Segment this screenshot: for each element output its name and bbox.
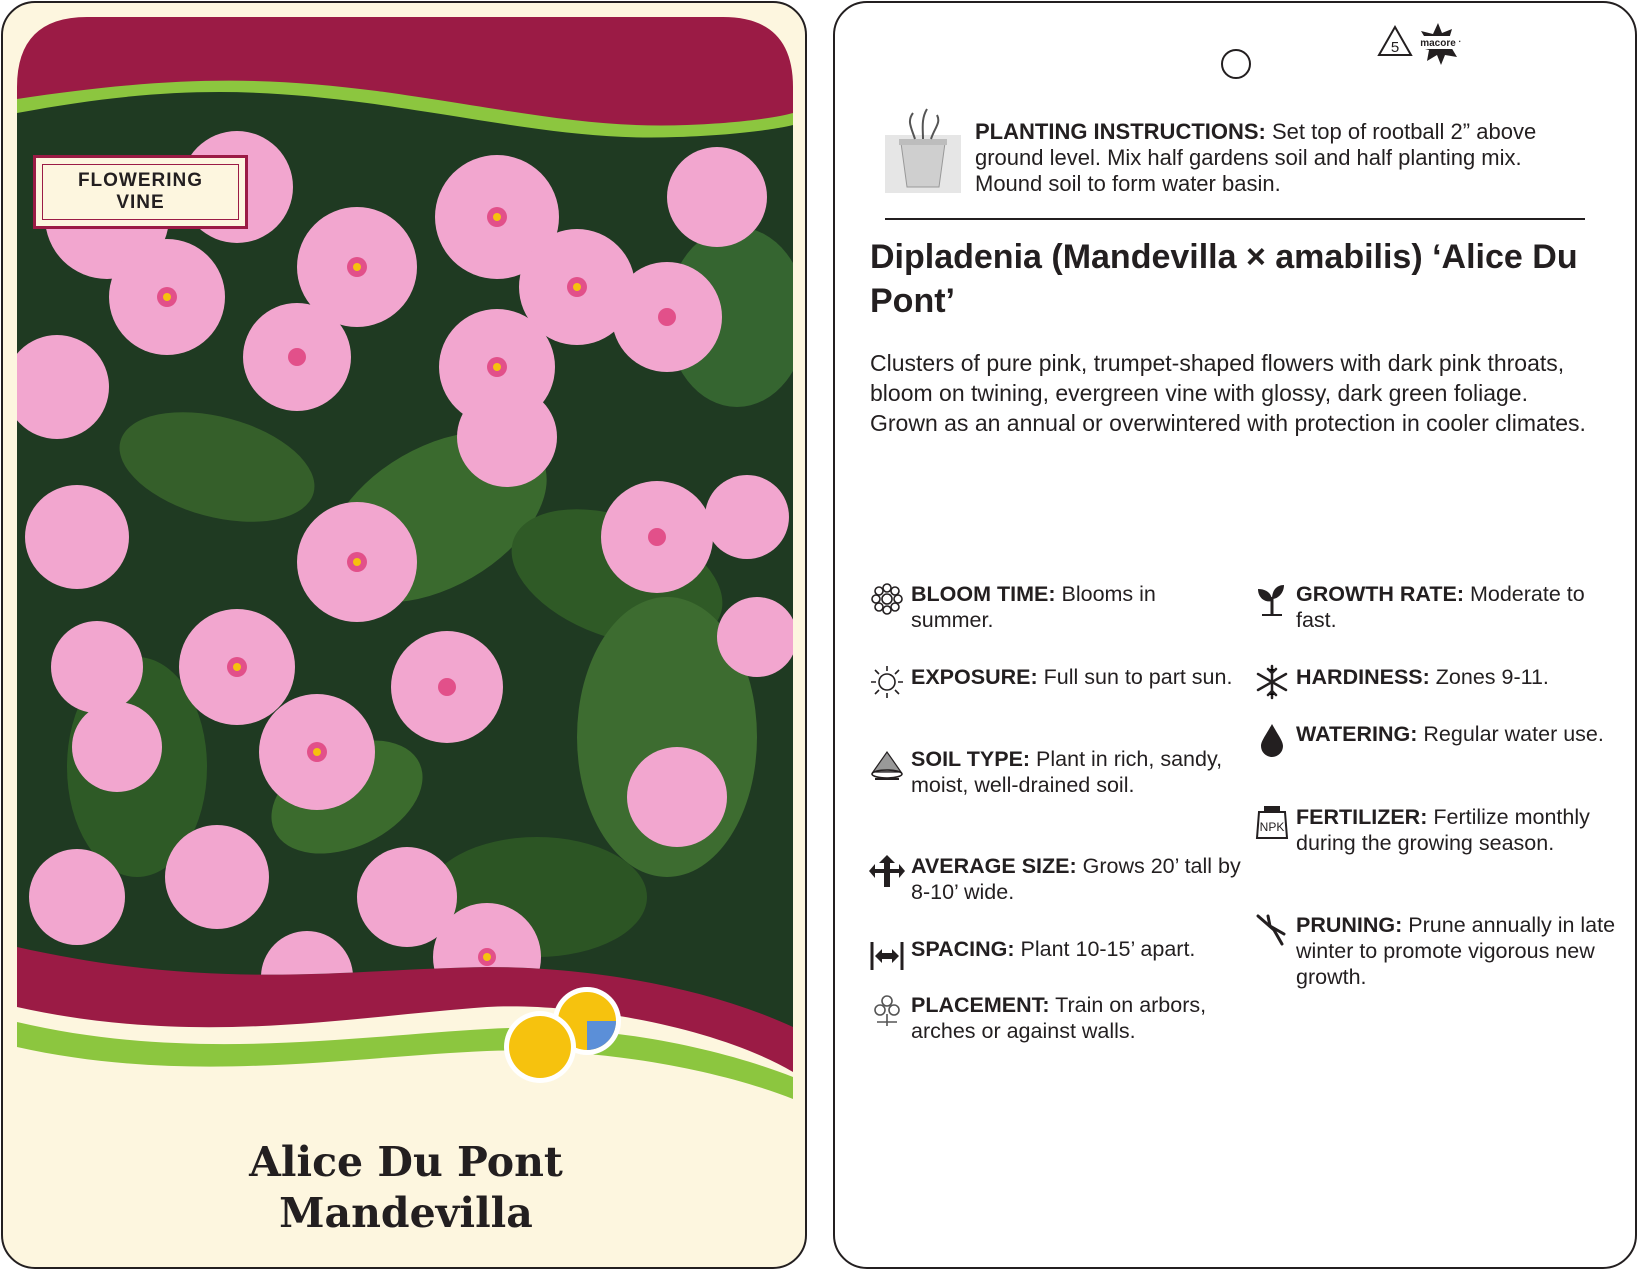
common-name-line1: Alice Du Pont — [249, 1138, 563, 1186]
attr-pruning — [1296, 912, 1626, 990]
attr-placement — [911, 992, 1241, 1044]
attr-value: Fertilize monthly during the growing season. — [1296, 805, 1590, 855]
category-badge — [33, 155, 248, 229]
attr-value: Plant in rich, sandy, moist, well-drained soil. — [911, 747, 1223, 797]
attr-hardiness — [1296, 664, 1626, 690]
planting-text: Set top of rootball 2” above ground level. Mix half gardens soil and half planting mix. Mound soil to form water basin. — [975, 119, 1537, 196]
attr-value: Prune annually in late winter to promote vigorous new growth. — [1296, 913, 1616, 989]
attr-label: WATERING: — [1296, 722, 1418, 746]
npk-icon — [1254, 804, 1290, 840]
attr-bloom-time — [911, 581, 1241, 633]
recycle-icon — [1375, 23, 1415, 63]
attr-growth-rate — [1296, 581, 1626, 633]
water-drop-icon — [1254, 721, 1290, 757]
attr-label: HARDINESS: — [1296, 665, 1430, 689]
attr-value: Zones 9-11. — [1429, 665, 1549, 689]
attr-value: Grows 20’ tall by 8-10’ wide. — [911, 854, 1241, 904]
category-badge-text: FLOWERING VINE — [77, 170, 204, 213]
attr-label: PLACEMENT: — [911, 993, 1050, 1017]
planting-label: PLANTING INSTRUCTIONS: — [975, 119, 1266, 144]
attr-label: SPACING: — [911, 937, 1015, 961]
attr-label: GROWTH RATE: — [1296, 582, 1464, 606]
attr-value: Train on arbors, arches or against walls. — [911, 993, 1207, 1043]
planting-pot-icon — [885, 107, 961, 193]
pruner-icon — [1254, 912, 1290, 948]
attr-exposure — [911, 664, 1241, 690]
attr-label: SOIL TYPE: — [911, 747, 1031, 771]
plant-tag-front — [1, 1, 807, 1269]
attr-spacing — [911, 936, 1241, 962]
attr-label: FERTILIZER: — [1296, 805, 1428, 829]
size-icon — [869, 853, 905, 889]
macore-logo-icon — [1411, 21, 1465, 65]
attr-soil-type — [911, 746, 1241, 798]
flower-icon — [869, 581, 905, 617]
plant-description: Clusters of pure pink, trumpet-shaped flowers with dark pink throats, bloom on twining, evergreen vine with glossy, dark green foliage. Grown as an annual or overwintered with protection in cooler climates. — [870, 350, 1586, 436]
attr-fertilizer — [1259, 804, 1626, 856]
attr-watering — [1296, 721, 1626, 747]
botanical-title: Dipladenia (Mandevilla × amabilis) ‘Alice Du Pont’ — [870, 238, 1578, 320]
svg-text:NPK: NPK — [1259, 820, 1285, 834]
attr-label: PRUNING: — [1296, 913, 1403, 937]
planting-instructions — [975, 119, 1595, 197]
attr-value: Full sun to part sun. — [1037, 665, 1233, 689]
attr-value: Regular water use. — [1417, 722, 1604, 746]
attr-label: EXPOSURE: — [911, 665, 1038, 689]
attr-value: Blooms in summer. — [911, 582, 1156, 632]
divider — [885, 218, 1585, 220]
full-sun-icon — [500, 1007, 580, 1087]
common-name-line2: Mandevilla — [279, 1189, 533, 1237]
attr-label: BLOOM TIME: — [911, 582, 1056, 606]
snowflake-icon — [1254, 664, 1290, 700]
plant-tag-back — [833, 1, 1637, 1269]
attr-value: Moderate to fast. — [1296, 582, 1585, 632]
placement-icon — [869, 992, 905, 1028]
spacing-icon — [869, 936, 905, 972]
attr-label: AVERAGE SIZE: — [911, 854, 1077, 878]
soil-icon — [869, 746, 905, 782]
attr-average-size — [911, 853, 1241, 905]
attr-value: Plant 10-15’ apart. — [1014, 937, 1196, 961]
svg-text:5: 5 — [1390, 39, 1400, 56]
sprout-icon — [1254, 581, 1290, 617]
svg-text:macore: macore — [1420, 38, 1456, 49]
sun-icon — [869, 664, 905, 700]
hang-hole — [1221, 49, 1251, 79]
